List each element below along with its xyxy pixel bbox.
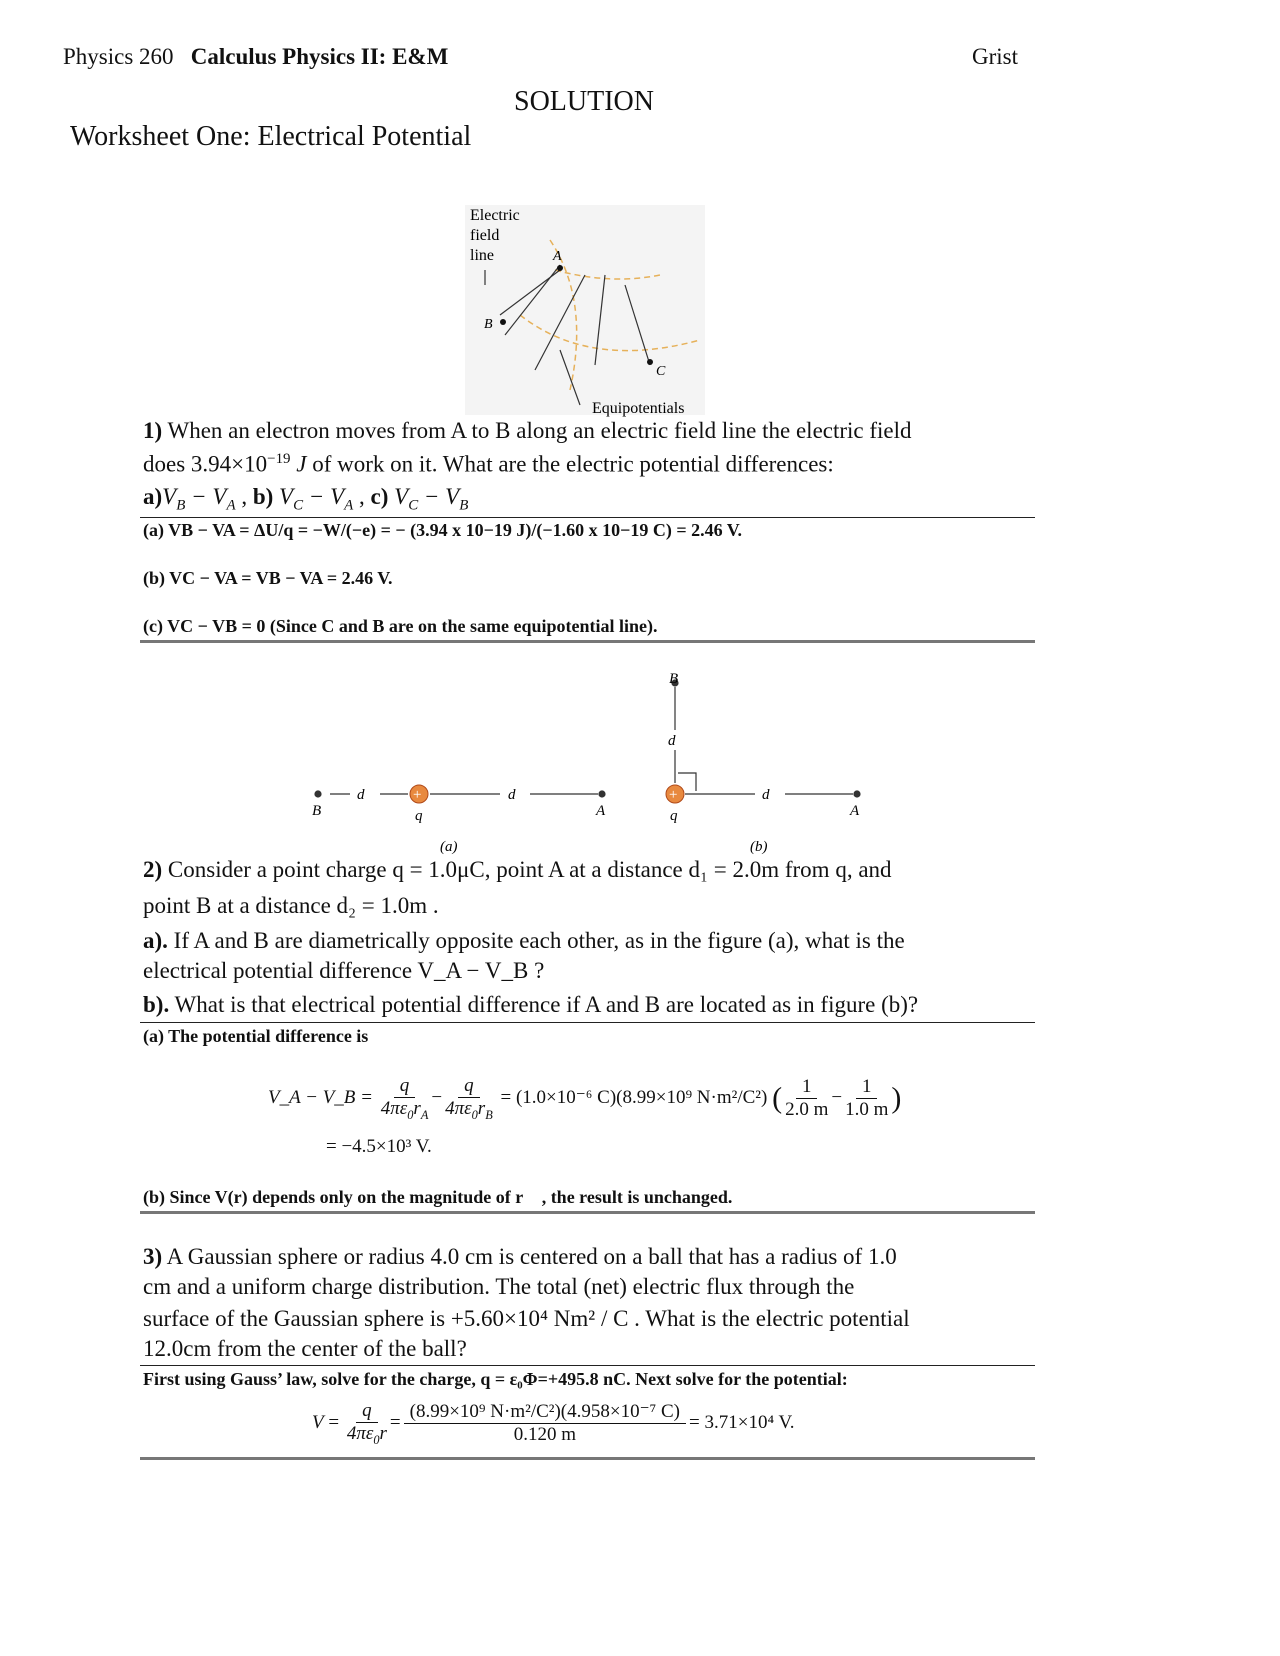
q2-answer-a: (a) The potential difference is <box>143 1026 369 1046</box>
author: Grist <box>972 44 1018 69</box>
label-d2: d <box>668 733 676 749</box>
section-divider <box>140 1211 1035 1214</box>
divider <box>140 517 1035 518</box>
q2-number: 2) <box>143 857 163 882</box>
q2-result: = −4.5×10³ V. <box>326 1136 432 1157</box>
q1-line2 <box>143 451 834 478</box>
q2b-number: b). <box>143 992 170 1017</box>
solution-label: SOLUTION <box>514 86 654 117</box>
q1-parts: $a)V_B - V_A$ , b) $V_C - V_A$ , c) $V_C - V_B$ <box>143 484 469 514</box>
q2a-line2: electrical potential difference V_A − V_B ? <box>143 958 545 983</box>
section-divider <box>140 1457 1035 1460</box>
divider <box>140 1022 1035 1023</box>
caption-a: (a) <box>440 839 458 855</box>
q2a-number: a). <box>143 928 168 953</box>
label-d1: d <box>762 787 770 803</box>
eq-numerator: (8.99×10⁹ N·m²/C²)(4.958×10⁻⁷ C) <box>404 1401 686 1424</box>
label-b: B <box>484 317 493 332</box>
part-c: c) <box>370 484 389 509</box>
q2a-text: If A and B are diametrically opposite each other, as in the figure (a), what is the <box>173 928 905 953</box>
label-b: B <box>669 671 679 687</box>
label-equipotentials: Equipotentials <box>592 400 685 417</box>
q2b-text: What is that electrical potential difference if A and B are located as in figure (b)? <box>174 992 919 1017</box>
q3-answer: First using Gauss’ law, solve for the charge, q = ε₀Φ=+495.8 nC. Next solve for the potential: <box>143 1369 848 1389</box>
q2-line1 <box>143 857 892 883</box>
q3-line3: surface of the Gaussian sphere is +5.60×10⁴ Nm² / C . What is the electric potential <box>143 1306 910 1331</box>
q3-equation: V = $\frac{q}{4\pi\varepsilon_0r}$ = $\frac{\text{(8.99×10⁹ N·m²/C²)(4.958×10⁻⁷ C)}}{0.120 m}$ = 3.71×10⁴ V. <box>312 1400 795 1447</box>
q3-number: 3) <box>143 1244 163 1269</box>
label-a: A <box>553 249 562 264</box>
q3-line2: cm and a uniform charge distribution. The total (net) electric flux through the <box>143 1274 855 1299</box>
q1-unit: J <box>296 451 307 477</box>
q2a-line1 <box>143 928 905 954</box>
q3-line1 <box>143 1244 897 1270</box>
q1-answer-a: (a) VB − VA = ΔU/q = −W/(−e) = − (3.94 x 10−19 J)/(−1.60 x 10−19 C) = 2.46 V. <box>143 520 742 540</box>
point-charge-figure <box>300 665 880 860</box>
label-c: C <box>656 364 666 379</box>
eq-lhs: V_A − V_B = <box>268 1086 373 1108</box>
eq-denominator: 0.120 m <box>513 1423 576 1445</box>
label-field-1: Electric <box>470 207 520 224</box>
label-field-3: line <box>470 247 494 264</box>
course-number: Physics 260 <box>63 44 174 69</box>
q2-equation: V_A − V_B = $\frac{q}{4\pi\varepsilon_0r_A}$ − $\frac{q}{4\pi\varepsilon_0r_B}$ = (1.0×10⁻⁶ C)(8.99×10⁹ N·m²/C²) ( $\frac{1}{2.0 m}$ − $\frac{1}{1.0 m}$ ) <box>268 1075 902 1122</box>
q1-text2: of work on it. What are the electric potential differences: <box>312 451 834 477</box>
eq-distance-b: 1.0 m <box>845 1098 889 1120</box>
equipotential-figure <box>460 200 720 420</box>
q2b-line <box>143 992 918 1018</box>
caption-b: (b) <box>750 839 768 855</box>
label-a: A <box>596 803 606 819</box>
q1-text: When an electron moves from A to B along an electric field line the electric field <box>167 418 912 443</box>
eq-distance-a: 2.0 m <box>785 1098 829 1120</box>
label-d2: d <box>357 787 365 803</box>
eq-result: = 3.71×10⁴ V. <box>689 1411 795 1433</box>
eq-constants: = (1.0×10⁻⁶ C)(8.99×10⁹ N·m²/C²) <box>500 1086 768 1108</box>
label-q: q <box>670 808 678 824</box>
divider <box>140 1365 1035 1366</box>
q1-number: 1) <box>143 418 163 443</box>
section-divider <box>140 640 1035 643</box>
q1-line1 <box>143 418 912 444</box>
course-header <box>63 44 448 70</box>
plus-sign: + <box>669 787 678 803</box>
q3-line4: 12.0cm from the center of the ball? <box>143 1336 467 1361</box>
label-field-2: field <box>470 227 500 244</box>
part-b: b) <box>252 484 274 509</box>
q3-text: A Gaussian sphere or radius 4.0 cm is centered on a ball that has a radius of 1.0 <box>166 1244 897 1269</box>
q1-work-exp: −19 <box>267 451 291 467</box>
label-b: B <box>312 803 322 819</box>
label-a: A <box>850 803 860 819</box>
plus-sign: + <box>413 787 422 803</box>
q1-answer-c: (c) VC − VB = 0 (Since C and B are on the same equipotential line). <box>143 616 658 636</box>
q2-line2: point B at a distance d₂ = 1.0m . <box>143 893 439 918</box>
label-q: q <box>415 808 423 824</box>
course-title: Calculus Physics II: E&M <box>190 44 449 69</box>
q2-text: Consider a point charge q = 1.0μC, point A at a distance d₁ = 2.0m from q, and <box>167 857 892 882</box>
label-d1: d <box>508 787 516 803</box>
q1-answer-b: (b) VC − VA = VB − VA = 2.46 V. <box>143 568 393 588</box>
worksheet-title: Worksheet One: Electrical Potential <box>70 121 472 152</box>
part-a: a) <box>143 484 163 509</box>
q1-work-value: does 3.94×10 <box>143 451 268 477</box>
q2-answer-b: (b) Since V(r) depends only on the magnitude of r⃗ , the result is unchanged. <box>143 1187 733 1207</box>
